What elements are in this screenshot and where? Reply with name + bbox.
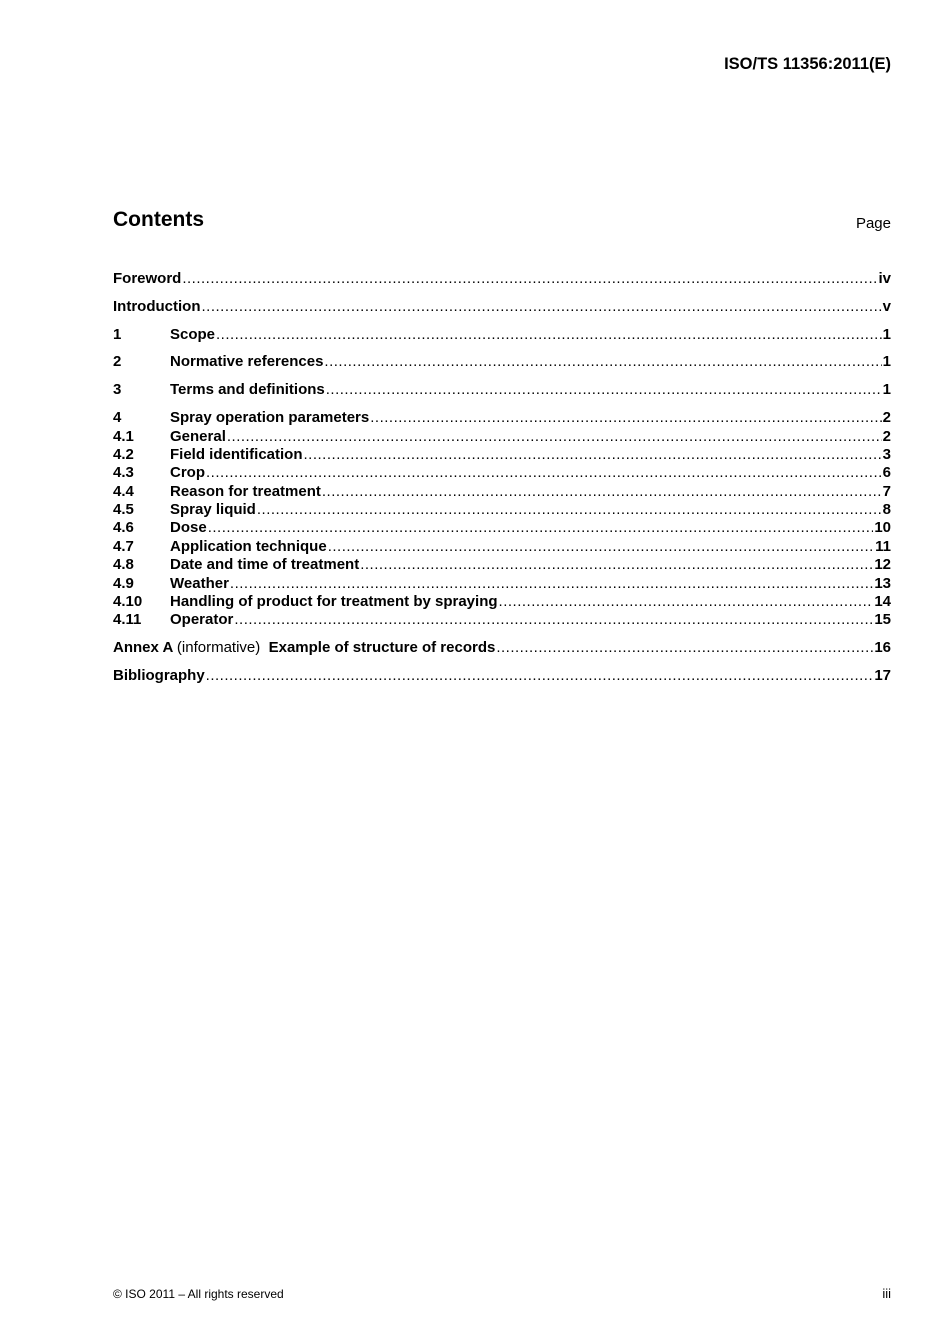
document-id: ISO/TS 11356:2011(E) bbox=[724, 55, 891, 73]
toc-entry[interactable] bbox=[113, 639, 891, 657]
toc-entry-number: 4.7 bbox=[113, 538, 134, 555]
toc-entry-title: Weather bbox=[170, 575, 229, 592]
toc-dot-leader bbox=[216, 326, 882, 344]
toc-entry-title: Dose bbox=[170, 519, 207, 536]
toc-entry-page: 2 bbox=[882, 409, 891, 426]
toc-entry[interactable] bbox=[113, 611, 891, 629]
toc-entry-title: Spray operation parameters bbox=[170, 409, 370, 426]
toc-entry-number: 4.4 bbox=[113, 483, 134, 500]
toc-entry-number: 4.1 bbox=[113, 428, 134, 445]
toc-entry-page: 16 bbox=[874, 639, 891, 656]
toc-entry[interactable] bbox=[113, 593, 891, 611]
toc-entry-page: 11 bbox=[875, 538, 891, 555]
toc-dot-leader bbox=[230, 575, 873, 593]
toc-entry[interactable] bbox=[113, 409, 891, 427]
toc-entry-page: 10 bbox=[874, 519, 891, 536]
toc-entry-number: 4.8 bbox=[113, 556, 134, 573]
toc-entry-number: 4.3 bbox=[113, 464, 134, 481]
toc-dot-leader bbox=[324, 353, 881, 371]
toc-entry-page: 12 bbox=[874, 556, 891, 573]
toc-entry[interactable] bbox=[113, 270, 891, 288]
toc-entry-number: 4.5 bbox=[113, 501, 134, 518]
toc-dot-leader bbox=[206, 464, 882, 482]
contents-heading: Contents bbox=[113, 208, 204, 231]
toc-entry[interactable] bbox=[113, 519, 891, 537]
toc-entry[interactable] bbox=[113, 381, 891, 399]
toc-entry[interactable] bbox=[113, 667, 891, 685]
toc-entry-title: Application technique bbox=[170, 538, 327, 555]
toc-entry-title: Terms and definitions bbox=[170, 381, 325, 398]
toc-entry-number: 1 bbox=[113, 326, 122, 343]
toc-entry-number: 4.6 bbox=[113, 519, 134, 536]
toc-entry[interactable] bbox=[113, 464, 891, 482]
toc-entry-page: 2 bbox=[882, 428, 891, 445]
toc-entry[interactable] bbox=[113, 483, 891, 501]
footer-page-number: iii bbox=[882, 1286, 891, 1301]
toc-entry[interactable] bbox=[113, 575, 891, 593]
toc-entry[interactable] bbox=[113, 353, 891, 371]
toc-dot-leader bbox=[206, 667, 874, 685]
toc-entry-title: Scope bbox=[170, 326, 216, 343]
toc-dot-leader bbox=[322, 483, 882, 501]
toc-entry[interactable] bbox=[113, 556, 891, 574]
toc-entry-number: 4.11 bbox=[113, 611, 142, 628]
toc-dot-leader bbox=[499, 593, 874, 611]
toc-entry-page: 1 bbox=[882, 381, 891, 398]
toc-entry-number: 4.10 bbox=[113, 593, 143, 610]
toc-entry-title: Bibliography bbox=[113, 667, 205, 684]
toc-dot-leader bbox=[326, 381, 882, 399]
toc-entry-title: Introduction bbox=[113, 298, 201, 315]
toc-entry-page: 3 bbox=[882, 446, 891, 463]
toc-dot-leader bbox=[328, 538, 874, 556]
toc-entry[interactable] bbox=[113, 326, 891, 344]
toc-entry[interactable] bbox=[113, 298, 891, 316]
toc-entry-page: v bbox=[882, 298, 891, 315]
toc-dot-leader bbox=[234, 611, 873, 629]
toc-entry-number: 4 bbox=[113, 409, 122, 426]
toc-entry-page: 13 bbox=[874, 575, 891, 592]
toc-entry-title: Field identification bbox=[170, 446, 303, 463]
toc-entry-title: Handling of product for treatment by spraying bbox=[170, 593, 498, 610]
toc-dot-leader bbox=[304, 446, 882, 464]
toc-entry-number: 4.2 bbox=[113, 446, 134, 463]
toc-entry-title: Crop bbox=[170, 464, 205, 481]
toc-entry-title: Spray liquid bbox=[170, 501, 256, 518]
toc-entry-page: 14 bbox=[874, 593, 891, 610]
toc-entry-title: Date and time of treatment bbox=[170, 556, 360, 573]
annex-title: Example of structure of records bbox=[268, 639, 496, 656]
page-column-label: Page bbox=[855, 215, 891, 232]
toc-dot-leader bbox=[496, 639, 873, 657]
toc-dot-leader bbox=[227, 428, 882, 446]
toc-entry-title: Foreword bbox=[113, 270, 182, 287]
toc-entry-page: 6 bbox=[882, 464, 891, 481]
toc-entry-title: Reason for treatment bbox=[170, 483, 321, 500]
toc-entry-page: 17 bbox=[874, 667, 891, 684]
toc-entry-number: 4.9 bbox=[113, 575, 134, 592]
toc-entry-page: 8 bbox=[882, 501, 891, 518]
toc-entry-title: Operator bbox=[170, 611, 234, 628]
toc-entry-page: 1 bbox=[882, 326, 891, 343]
toc-entry[interactable] bbox=[113, 538, 891, 556]
toc-dot-leader bbox=[201, 298, 881, 316]
annex-note: (informative) bbox=[176, 639, 261, 656]
toc-entry-page: 1 bbox=[882, 353, 891, 370]
footer-copyright: © ISO 2011 – All rights reserved bbox=[113, 1287, 284, 1301]
toc-entry-page: 7 bbox=[882, 483, 891, 500]
toc-dot-leader bbox=[182, 270, 877, 288]
annex-label: Annex A bbox=[113, 639, 173, 656]
toc-entry[interactable] bbox=[113, 446, 891, 464]
toc-entry-title: Normative references bbox=[170, 353, 324, 370]
toc-entry-page: iv bbox=[878, 270, 891, 287]
toc-entry-number: 2 bbox=[113, 353, 122, 370]
toc-entry-number: 3 bbox=[113, 381, 122, 398]
toc-entry[interactable] bbox=[113, 428, 891, 446]
toc-entry-page: 15 bbox=[874, 611, 891, 628]
toc-dot-leader bbox=[370, 409, 881, 427]
toc-entry[interactable] bbox=[113, 501, 891, 519]
toc-dot-leader bbox=[360, 556, 873, 574]
toc-entry-title bbox=[113, 639, 495, 657]
toc-dot-leader bbox=[208, 519, 874, 537]
toc-entry-title: General bbox=[170, 428, 226, 445]
toc-dot-leader bbox=[257, 501, 882, 519]
